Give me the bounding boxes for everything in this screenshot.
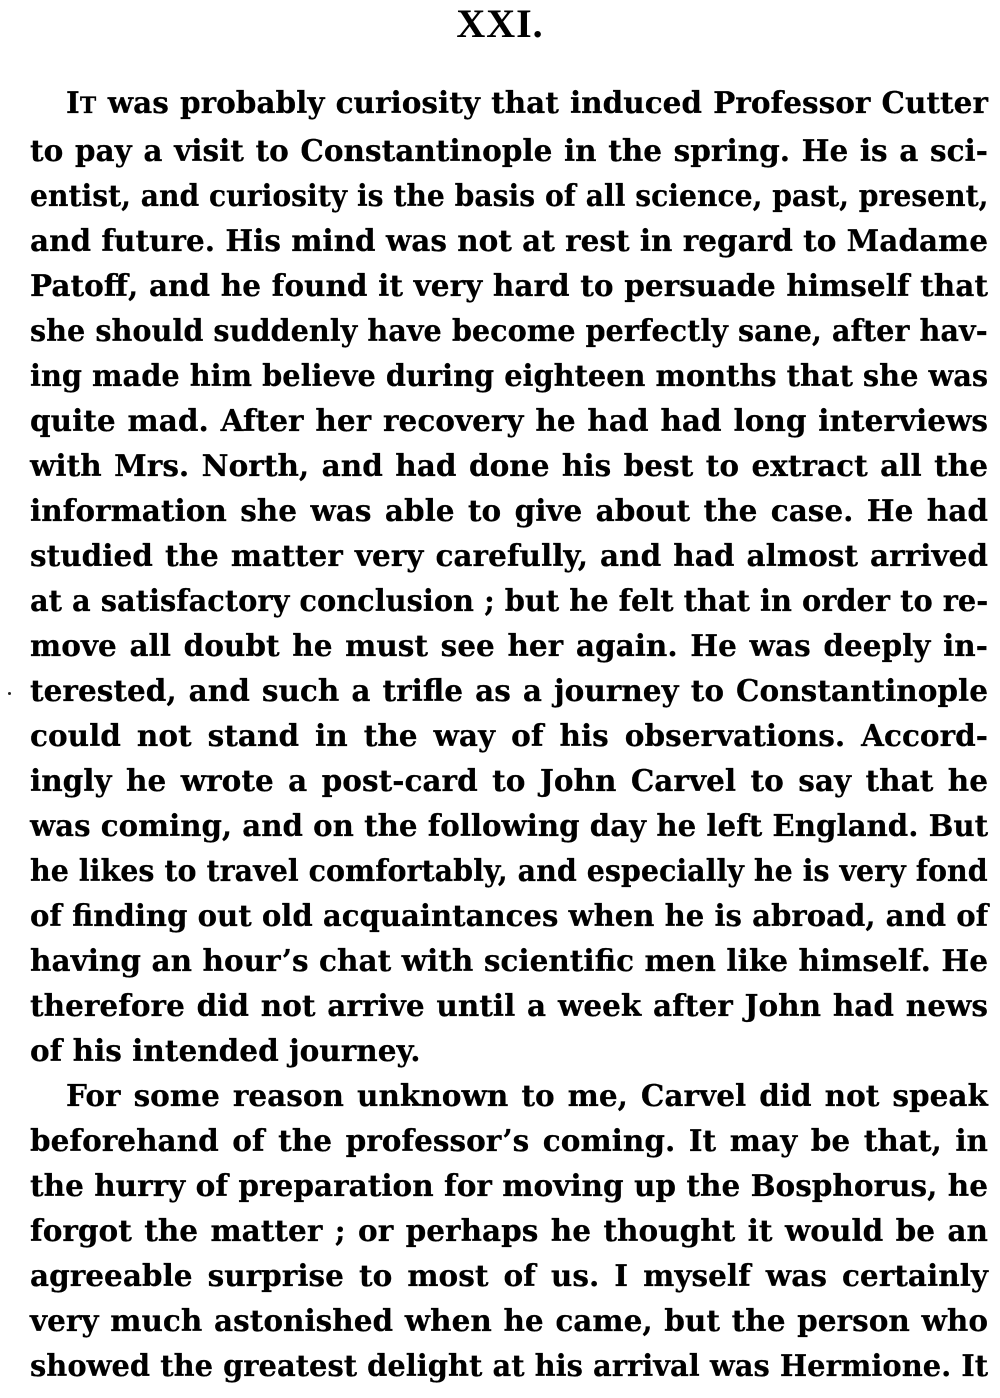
paragraph-2-line: agreeable surprise to most of us. I myself was certainly	[30, 1258, 988, 1293]
paragraph-2-line: forgot the matter ; or perhaps he thought it would be an	[30, 1213, 988, 1248]
paragraph-1-line: at a satisfactory conclusion ; but he felt that in order to re-	[30, 583, 989, 618]
paragraph-2-line: showed the greatest delight at his arrival was Hermione. It	[30, 1348, 989, 1383]
paragraph-1-line: therefore did not arrive until a week after John had news	[30, 988, 988, 1023]
paragraph-1-line: terested, and such a trifle as a journey to Constantinople	[30, 673, 988, 708]
paragraph-1-line: could not stand in the way of his observations. Accord-	[30, 718, 988, 753]
paragraph-1-line: of finding out old acquaintances when he is abroad, and of	[30, 898, 989, 933]
paragraph-1-line: studied the matter very carefully, and had almost arrived	[30, 538, 988, 573]
paragraph-1-line: ingly he wrote a post-card to John Carvel to say that he	[30, 763, 988, 798]
paragraph-1-line: and future. His mind was not at rest in regard to Madame	[30, 223, 988, 258]
opening-line-rest: was probably curiosity that induced Professor Cutter	[96, 85, 988, 120]
opening-initial: I	[66, 85, 80, 120]
paragraph-1-line: Patoff, and he found it very hard to persuade himself that	[30, 268, 988, 303]
paragraph-1-line: having an hour’s chat with scientific men like himself. He	[30, 943, 988, 978]
paragraph-2-line: very much astonished when he came, but the person who	[30, 1303, 988, 1338]
paragraph-1-line: entist, and curiosity is the basis of all science, past, present,	[30, 178, 989, 213]
paragraph-1-line: was coming, and on the following day he left England. But	[30, 808, 989, 843]
paragraph-1-line: to pay a visit to Constantinople in the spring. He is a sci-	[30, 133, 988, 168]
paragraph-2-line: the hurry of preparation for moving up the Bosphorus, he	[30, 1168, 988, 1203]
print-speck	[8, 692, 11, 695]
paragraph-1-line: information she was able to give about the case. He had	[30, 493, 988, 528]
paragraph-1-line: he likes to travel comfortably, and especially he is very fond	[30, 853, 988, 888]
paragraph-1-line-last: of his intended journey.	[30, 1033, 421, 1068]
paragraph-1-line: with Mrs. North, and had done his best to extract all the	[30, 448, 988, 483]
opening-smallcaps: T	[79, 93, 97, 119]
paragraph-2-line-1: For some reason unknown to me, Carvel did not speak	[66, 1078, 988, 1113]
paragraph-1-line: she should suddenly have become perfectly sane, after hav-	[30, 313, 988, 348]
paragraph-1-line-1	[66, 80, 988, 125]
paragraph-2-line: beforehand of the professor’s coming. It may be that, in	[30, 1123, 988, 1158]
paragraph-1-line: move all doubt he must see her again. He was deeply in-	[30, 628, 988, 663]
paragraph-1-line: quite mad. After her recovery he had had long interviews	[30, 403, 988, 438]
paragraph-1-line: ing made him believe during eighteen months that she was	[30, 358, 989, 393]
chapter-title: XXI.	[456, 1, 544, 46]
